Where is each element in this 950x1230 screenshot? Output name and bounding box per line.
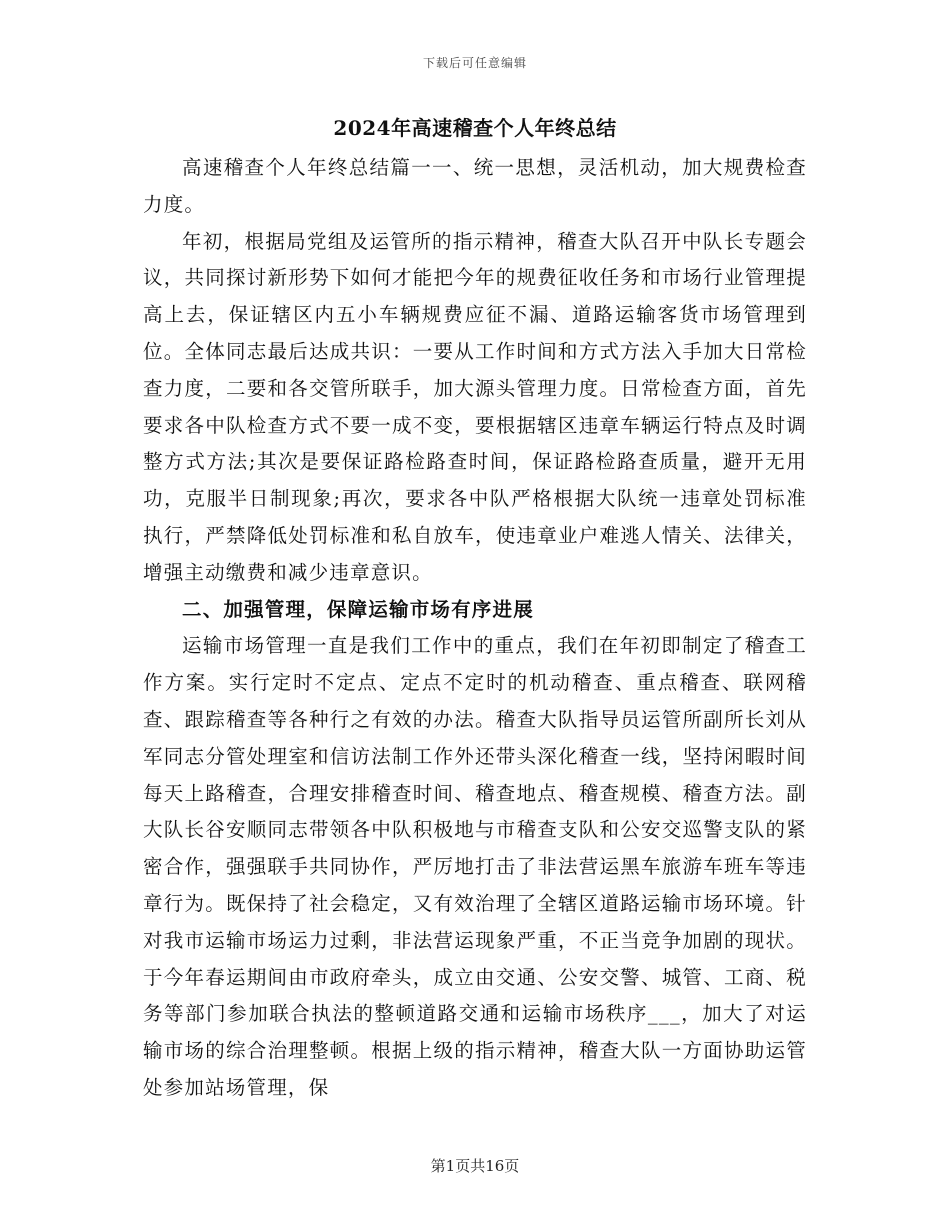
document-title: 2024年高速稽查个人年终总结 xyxy=(333,116,617,140)
page-footer: 第1页共16页 xyxy=(430,1157,520,1175)
paragraph-1: 高速稽查个人年终总结篇一一、统一思想，灵活机动，加大规费检查力度。 xyxy=(143,156,807,216)
paragraph-3: 运输市场管理一直是我们工作中的重点，我们在年初即制定了稽查工作方案。实行定时不定点、定点不定时的机动稽查、重点稽查、联网稽查、跟踪稽查等各种行之有效的办法。稽查大队指导员运管所副所长刘从军同志分管处理室和信访法制工作外还带头深化稽查一线，坚持闲暇时间每天上路稽查，合理安排稽查时间、稽查地点、稽查规模、稽查方法。副大队长谷安顺同志带领各中队积极地与市稽查支队和公安交巡警支队的紧密合作，强强联手共同协作，严厉地打击了非法营运黑车旅游车班车等违章行为。既保持了社会稳定，又有效治理了全辖区道路运输市场环境。针对我市运输市场运力过剩，非法营运现象严重，不正当竞争加剧的现状。于今年春运期间由市政府牵头，成立由交通、公安交警、城管、工商、税务等部门参加联合执法的整顿道路交通和运输市场秩序___，加大了对运输市场的综合治理整顿。根据上级的指示精神，稽查大队一方面协助运管处参加站场管理，保 xyxy=(143,634,807,1099)
document-body xyxy=(143,110,807,1107)
section-heading-2: 二、加强管理，保障运输市场有序进展 xyxy=(182,597,534,621)
paragraph-2: 年初，根据局党组及运管所的指示精神，稽查大队召开中队长专题会议，共同探讨新形势下如何才能把今年的规费征收任务和市场行业管理提高上去，保证辖区内五小车辆规费应征不漏、道路运输客货市场管理到位。全体同志最后达成共识：一要从工作时间和方式方法入手加大日常检查力度，二要和各交管所联手，加大源头管理力度。日常检查方面，首先要求各中队检查方式不要一成不变，要根据辖区违章车辆运行特点及时调整方式方法;其次是要保证路检路查时间，保证路检路查质量，避开无用功，克服半日制现象;再次，要求各中队严格根据大队统一违章处罚标准执行，严禁降低处罚标准和私自放车，使违章业户难逃人情关、法律关，增强主动缴费和减少违章意识。 xyxy=(143,229,807,584)
header-note: 下载后可任意编辑 xyxy=(422,56,527,70)
